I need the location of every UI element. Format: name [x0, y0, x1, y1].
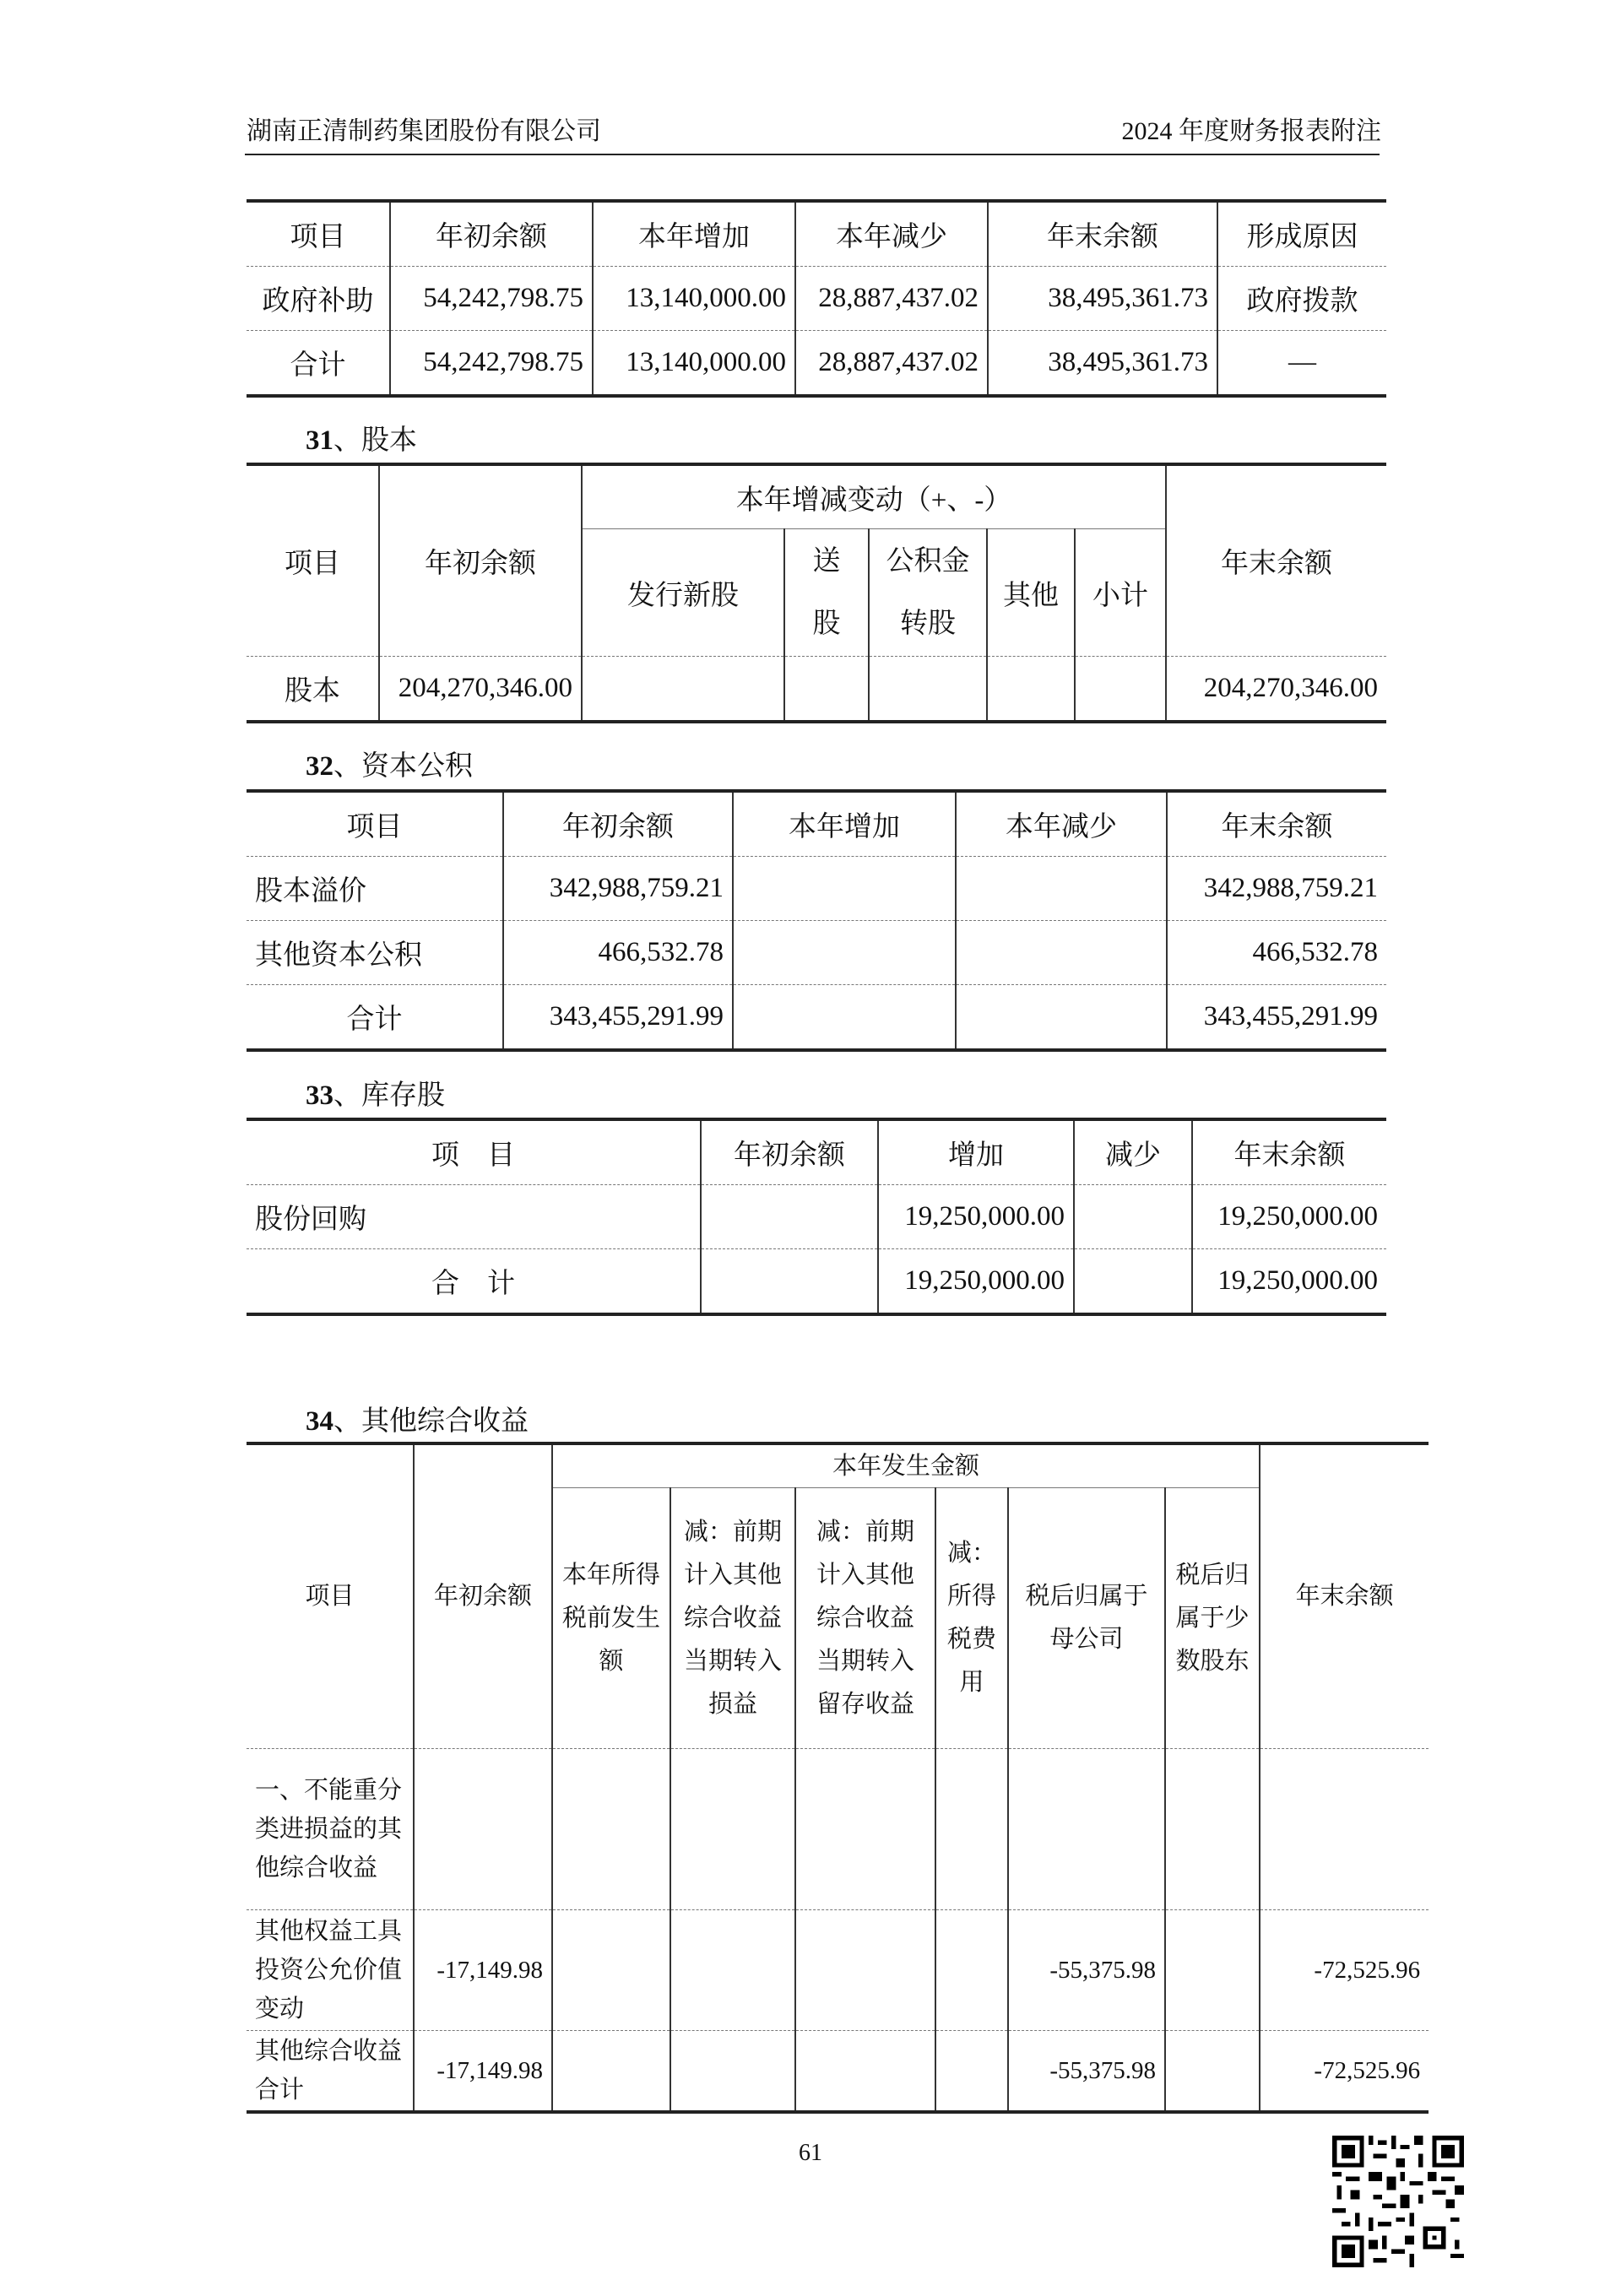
table-cell: -55,375.98 — [1008, 2031, 1165, 2113]
table-header-row — [247, 201, 1386, 267]
section-title-oci — [306, 1405, 529, 1438]
table-cell — [795, 1910, 935, 2031]
header-cell: 本年增加 — [593, 201, 795, 267]
table-cell: 合计 — [247, 331, 390, 397]
header-cell: 年末余额 — [988, 201, 1217, 267]
table-cell: -72,525.96 — [1260, 2031, 1429, 2113]
header-cell: 年末余额 — [1166, 464, 1386, 657]
table-cell — [935, 1749, 1008, 1910]
table-cell — [784, 657, 869, 723]
table-row — [247, 1749, 1429, 1910]
table-cell: 342,988,759.21 — [503, 857, 733, 921]
header-cell: 年初余额 — [390, 201, 593, 267]
header-cell: 小计 — [1075, 529, 1166, 657]
table-cell — [701, 1249, 878, 1315]
header-cell: 送股 — [784, 529, 869, 657]
table-cell — [733, 985, 956, 1051]
section-label: 、其他综合收益 — [333, 1406, 529, 1437]
table-cell — [1165, 2031, 1260, 2113]
table-cell: 其他权益工具投资公允价值变动 — [247, 1910, 414, 2031]
table-cell: 54,242,798.75 — [390, 331, 593, 397]
table-cell — [956, 921, 1167, 985]
table-row — [247, 921, 1386, 985]
table-header-row — [247, 791, 1386, 857]
table-row — [247, 857, 1386, 921]
header-cell: 年初余额 — [503, 791, 733, 857]
header-cell: 公积金转股 — [869, 529, 987, 657]
section-title-capital-reserve — [306, 750, 473, 783]
table-cell — [935, 1910, 1008, 2031]
table-row — [247, 1249, 1386, 1315]
table-cell — [869, 657, 987, 723]
header-cell: 年初余额 — [379, 464, 582, 657]
header-cell: 项目 — [247, 201, 390, 267]
header-cell: 发行新股 — [582, 529, 784, 657]
table-cell: 19,250,000.00 — [1192, 1185, 1386, 1249]
header-cell-group: 本年发生金额 — [552, 1443, 1260, 1488]
section-number: 31 — [306, 425, 333, 456]
table-cell — [701, 1185, 878, 1249]
table-cell: -55,375.98 — [1008, 1910, 1165, 2031]
table-cell — [956, 985, 1167, 1051]
table-cell — [733, 921, 956, 985]
table-cell: 466,532.78 — [1167, 921, 1386, 985]
table-cell: 政府补助 — [247, 267, 390, 331]
table-row — [247, 985, 1386, 1051]
header-cell: 年末余额 — [1260, 1443, 1429, 1749]
deferred-income-table — [247, 199, 1386, 398]
table-cell: 28,887,437.02 — [795, 267, 988, 331]
table-cell: 股本溢价 — [247, 857, 503, 921]
section-number: 34 — [306, 1406, 333, 1437]
table-cell — [414, 1749, 552, 1910]
table-cell — [956, 857, 1167, 921]
table-row — [247, 1185, 1386, 1249]
header-cell: 增加 — [878, 1119, 1074, 1185]
table-cell: 19,250,000.00 — [878, 1185, 1074, 1249]
table-cell: 19,250,000.00 — [878, 1249, 1074, 1315]
header-cell: 本年增加 — [733, 791, 956, 857]
table-cell — [795, 2031, 935, 2113]
section-title-treasury-stock — [306, 1079, 445, 1113]
table-header-row — [247, 1119, 1386, 1185]
table-cell — [670, 1910, 795, 2031]
section-label: 、股本 — [333, 425, 417, 456]
oci-table — [247, 1442, 1429, 2114]
table-cell: 28,887,437.02 — [795, 331, 988, 397]
table-cell: 13,140,000.00 — [593, 267, 795, 331]
header-rule — [245, 154, 1380, 155]
table-cell: 13,140,000.00 — [593, 331, 795, 397]
header-cell-group: 本年增减变动（+、-） — [582, 464, 1166, 529]
table-cell: -72,525.96 — [1260, 1910, 1429, 2031]
section-number: 33 — [306, 1080, 333, 1111]
table-cell: 343,455,291.99 — [503, 985, 733, 1051]
table-row — [247, 2031, 1429, 2113]
company-name: 湖南正清制药集团股份有限公司 — [247, 117, 601, 145]
header-cell: 本年减少 — [956, 791, 1167, 857]
table-row — [247, 267, 1386, 331]
header-cell: 项目 — [247, 464, 379, 657]
table-row — [247, 1910, 1429, 2031]
header-cell: 项 目 — [247, 1119, 701, 1185]
section-label: 、资本公积 — [333, 751, 473, 782]
table-cell: 政府拨款 — [1217, 267, 1386, 331]
table-cell: 38,495,361.73 — [988, 331, 1217, 397]
header-cell: 减少 — [1074, 1119, 1192, 1185]
header-cell: 年末余额 — [1192, 1119, 1386, 1185]
table-header-row — [247, 464, 1386, 529]
table-row — [247, 657, 1386, 723]
header-cell: 年初余额 — [701, 1119, 878, 1185]
header-cell: 减：前期计入其他综合收益当期转入损益 — [670, 1488, 795, 1749]
table-cell — [1165, 1910, 1260, 2031]
table-cell — [987, 657, 1075, 723]
table-cell — [733, 857, 956, 921]
table-cell — [1074, 1185, 1192, 1249]
table-cell — [1165, 1749, 1260, 1910]
header-cell: 年末余额 — [1167, 791, 1386, 857]
treasury-stock-table — [247, 1118, 1386, 1316]
section-number: 32 — [306, 751, 333, 782]
header-cell: 税后归属于少数股东 — [1165, 1488, 1260, 1749]
table-cell: 342,988,759.21 — [1167, 857, 1386, 921]
header-cell: 项目 — [247, 1443, 414, 1749]
header-cell: 项目 — [247, 791, 503, 857]
table-cell — [1075, 657, 1166, 723]
header-cell: 减：前期计入其他综合收益当期转入留存收益 — [795, 1488, 935, 1749]
table-cell: 38,495,361.73 — [988, 267, 1217, 331]
table-cell — [1260, 1749, 1429, 1910]
table-cell: 343,455,291.99 — [1167, 985, 1386, 1051]
table-cell — [670, 2031, 795, 2113]
section-title-share-capital — [306, 424, 417, 458]
document-title: 2024 年度财务报表附注 — [1121, 117, 1381, 145]
table-cell — [582, 657, 784, 723]
table-cell: 合计 — [247, 985, 503, 1051]
table-cell — [795, 1749, 935, 1910]
table-cell: 股份回购 — [247, 1185, 701, 1249]
table-cell — [1074, 1249, 1192, 1315]
table-cell: 合 计 — [247, 1249, 701, 1315]
table-cell — [552, 1749, 670, 1910]
header-cell: 其他 — [987, 529, 1075, 657]
header-cell: 减：所得税费用 — [935, 1488, 1008, 1749]
table-cell: 466,532.78 — [503, 921, 733, 985]
table-cell: 一、不能重分类进损益的其他综合收益 — [247, 1749, 414, 1910]
table-header-row — [247, 1443, 1429, 1488]
table-row — [247, 331, 1386, 397]
table-cell — [552, 2031, 670, 2113]
table-cell — [670, 1749, 795, 1910]
table-cell: 其他资本公积 — [247, 921, 503, 985]
header-cell: 税后归属于母公司 — [1008, 1488, 1165, 1749]
share-capital-table — [247, 463, 1386, 723]
header-cell: 年初余额 — [414, 1443, 552, 1749]
table-cell — [552, 1910, 670, 2031]
table-cell: -17,149.98 — [414, 2031, 552, 2113]
header-cell: 形成原因 — [1217, 201, 1386, 267]
qr-code-icon — [1332, 2136, 1464, 2267]
header-cell: 本年减少 — [795, 201, 988, 267]
table-cell — [1008, 1749, 1165, 1910]
page-number: 61 — [799, 2140, 822, 2166]
section-label: 、库存股 — [333, 1080, 445, 1111]
table-cell: -17,149.98 — [414, 1910, 552, 2031]
header-cell: 本年所得税前发生额 — [552, 1488, 670, 1749]
table-cell — [935, 2031, 1008, 2113]
table-cell: 54,242,798.75 — [390, 267, 593, 331]
table-cell: 股本 — [247, 657, 379, 723]
table-cell: 204,270,346.00 — [379, 657, 582, 723]
table-cell: 204,270,346.00 — [1166, 657, 1386, 723]
capital-reserve-table — [247, 789, 1386, 1052]
table-cell: 其他综合收益合计 — [247, 2031, 414, 2113]
table-cell: — — [1217, 331, 1386, 397]
table-cell: 19,250,000.00 — [1192, 1249, 1386, 1315]
